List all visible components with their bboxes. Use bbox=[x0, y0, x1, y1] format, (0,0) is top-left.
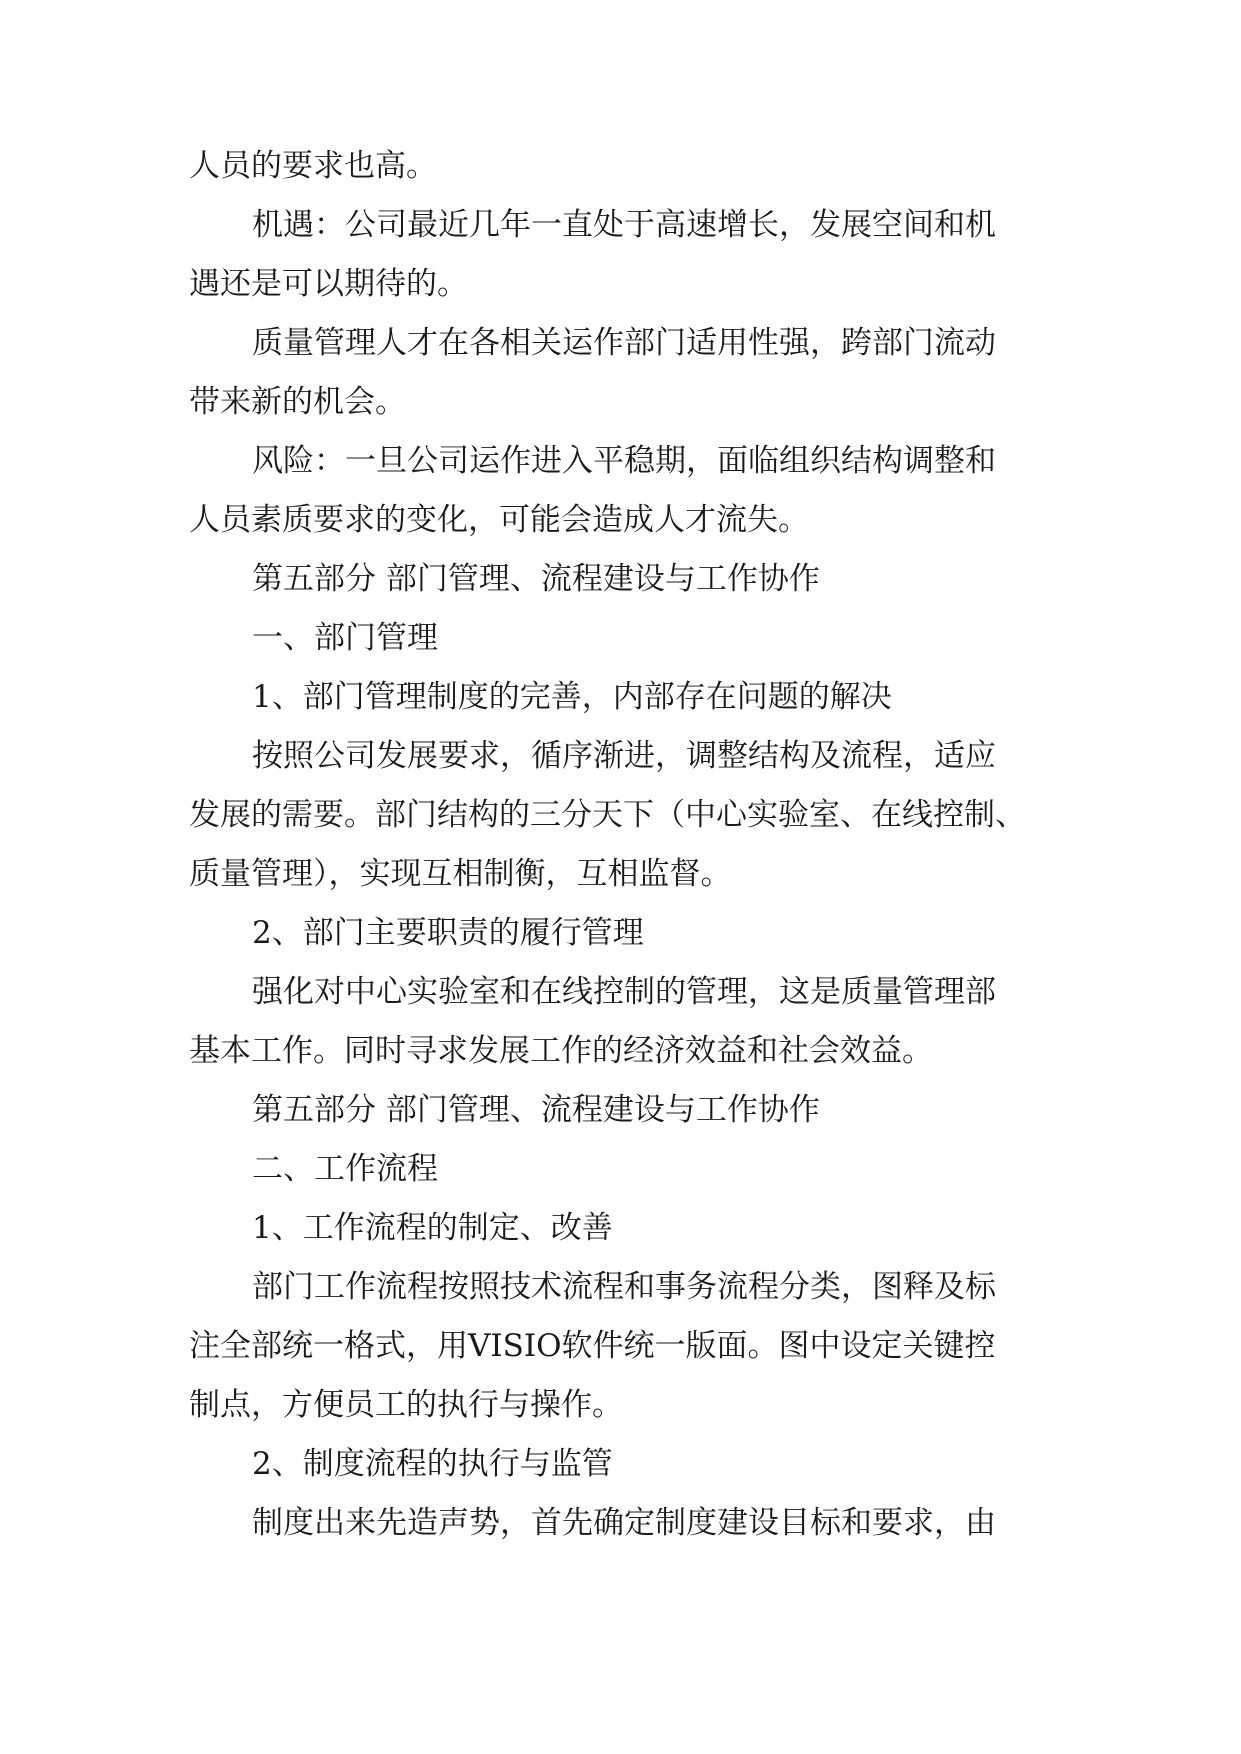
text-line: 质量管理人才在各相关运作部门适用性强，跨部门流动 bbox=[252, 325, 996, 361]
text-line: 第五部分 部门管理、流程建设与工作协作 bbox=[252, 1092, 820, 1128]
text-line: 遇还是可以期待的。 bbox=[189, 266, 468, 302]
text-line: 一、部门管理 bbox=[252, 620, 438, 656]
text-line: 人员素质要求的变化，可能会造成人才流失。 bbox=[189, 502, 809, 538]
text-line: 发展的需要。部门结构的三分天下（中心实验室、在线控制、 bbox=[189, 797, 1026, 833]
text-line: 人员的要求也高。 bbox=[189, 148, 437, 184]
text-line: 质量管理），实现互相制衡，互相监督。 bbox=[189, 856, 732, 892]
text-line: 制度出来先造声势，首先确定制度建设目标和要求，由 bbox=[252, 1505, 996, 1541]
text-line: 部门工作流程按照技术流程和事务流程分类，图释及标 bbox=[252, 1269, 996, 1305]
text-line: 按照公司发展要求，循序渐进，调整结构及流程，适应 bbox=[252, 738, 996, 774]
text-line: 二、工作流程 bbox=[252, 1151, 438, 1187]
text-line: 注全部统一格式，用VISIO软件统一版面。图中设定关键控 bbox=[189, 1328, 996, 1364]
text-line: 1、工作流程的制定、改善 bbox=[252, 1210, 613, 1246]
text-line: 制点，方便员工的执行与操作。 bbox=[189, 1387, 623, 1423]
text-line: 基本工作。同时寻求发展工作的经济效益和社会效益。 bbox=[189, 1033, 933, 1069]
text-line: 2、部门主要职责的履行管理 bbox=[252, 915, 644, 951]
text-line: 强化对中心实验室和在线控制的管理，这是质量管理部 bbox=[252, 974, 996, 1010]
text-line: 带来新的机会。 bbox=[189, 384, 406, 420]
text-line: 1、部门管理制度的完善，内部存在问题的解决 bbox=[252, 679, 892, 715]
text-line: 第五部分 部门管理、流程建设与工作协作 bbox=[252, 561, 820, 597]
text-line: 2、制度流程的执行与监管 bbox=[252, 1446, 613, 1482]
text-line: 风险：一旦公司运作进入平稳期，面临组织结构调整和 bbox=[252, 443, 996, 479]
text-line: 机遇：公司最近几年一直处于高速增长，发展空间和机 bbox=[252, 207, 996, 243]
